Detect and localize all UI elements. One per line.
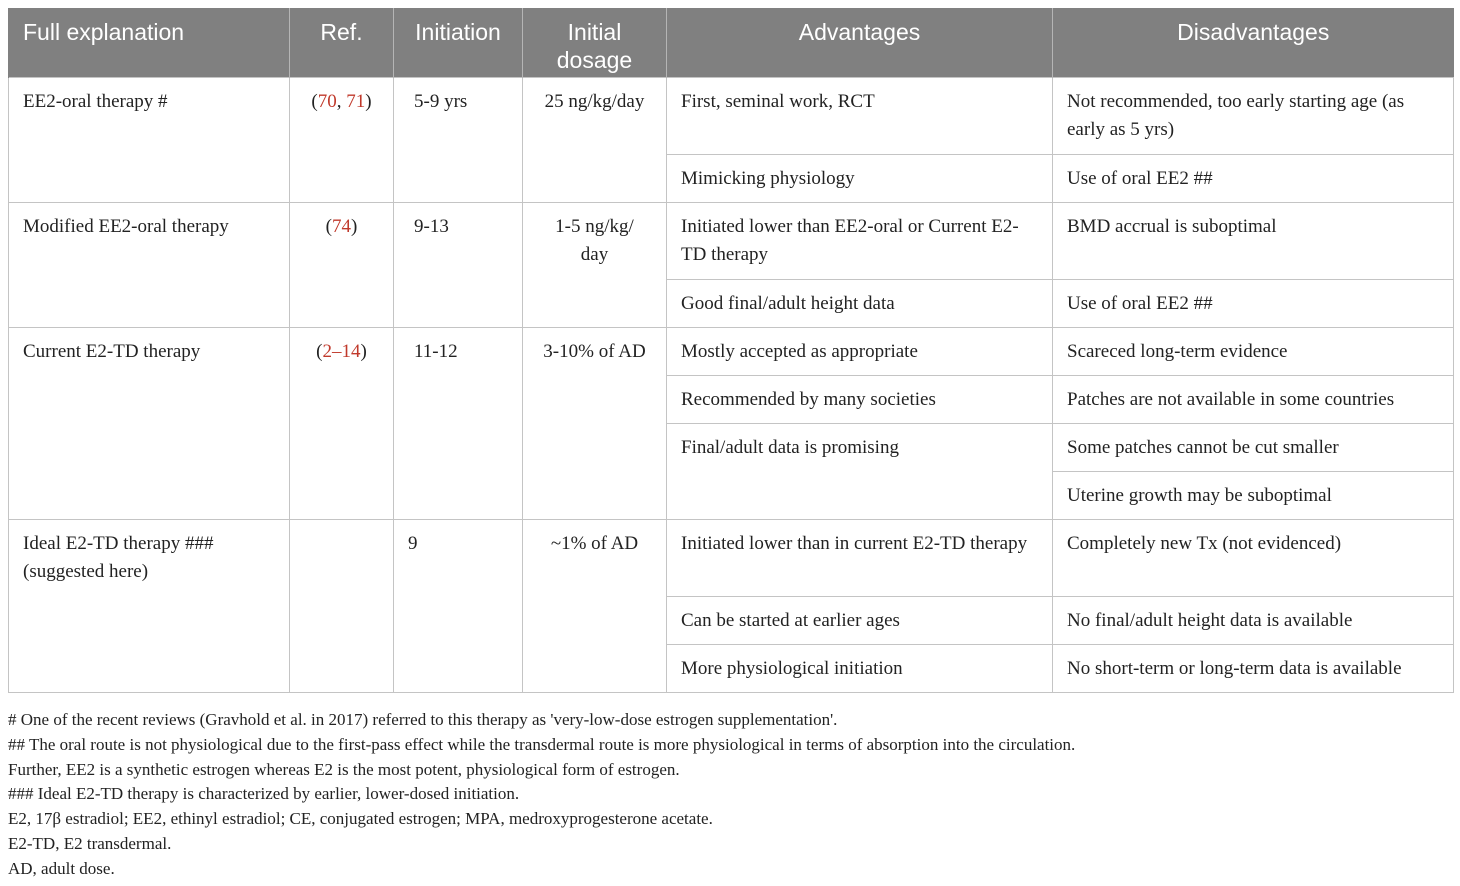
- table-row: [9, 328, 1454, 376]
- cell-advantage: More physiological initiation: [667, 645, 1053, 693]
- therapy-comparison-table: [8, 8, 1454, 693]
- cell-disadvantage: No short-term or long-term data is available: [1053, 645, 1454, 693]
- header-row: [9, 8, 1454, 78]
- cell-disadvantage: BMD accrual is suboptimal: [1053, 203, 1454, 280]
- header-disadvantages: Disadvantages: [1053, 8, 1454, 78]
- cell-advantage: Mostly accepted as appropriate: [667, 328, 1053, 376]
- cell-disadvantage: Use of oral EE2 ##: [1053, 280, 1454, 328]
- header-initial-dosage: Initial dosage: [523, 8, 667, 78]
- cell-advantage: Can be started at earlier ages: [667, 597, 1053, 645]
- footnote: ### Ideal E2-TD therapy is characterized by earlier, lower-dosed initiation.: [8, 784, 520, 804]
- table-row: [9, 78, 1454, 155]
- cell-dosage: ~1% of AD: [523, 520, 667, 693]
- cell-dosage: 3-10% of AD: [523, 328, 667, 520]
- ref-paren: ): [360, 341, 367, 362]
- header-initiation: Initiation: [394, 8, 523, 78]
- cell-name: Current E2-TD therapy: [9, 328, 290, 520]
- cell-dosage: 25 ng/kg/day: [523, 78, 667, 203]
- ref-link[interactable]: 74: [332, 216, 351, 237]
- cell-disadvantage: No final/adult height data is available: [1053, 597, 1454, 645]
- cell-advantage: Initiated lower than in current E2-TD therapy: [667, 520, 1053, 597]
- cell-ref: [290, 328, 394, 520]
- cell-advantage: Mimicking physiology: [667, 155, 1053, 203]
- ref-paren: ): [351, 216, 358, 237]
- header-advantages: Advantages: [667, 8, 1053, 78]
- footnote: Further, EE2 is a synthetic estrogen whereas E2 is the most potent, physiological form of estrogen.: [8, 759, 680, 779]
- cell-initiation: 5-9 yrs: [394, 78, 523, 203]
- cell-disadvantage: Some patches cannot be cut smaller: [1053, 424, 1454, 472]
- table-row: [9, 520, 1454, 597]
- ref-paren: ): [365, 91, 372, 112]
- cell-name: Modified EE2-oral therapy: [9, 203, 290, 328]
- cell-disadvantage: Scareced long-term evidence: [1053, 328, 1454, 376]
- cell-advantage: Recommended by many societies: [667, 376, 1053, 424]
- footnote: ## The oral route is not physiological due to the first-pass effect while the transdermal route is more physiological in terms of absorption into the circulation.: [8, 734, 1076, 754]
- ref-separator: ,: [336, 91, 347, 112]
- cell-disadvantage: Patches are not available in some countries: [1053, 376, 1454, 424]
- cell-dosage: 1-5 ng/kg/ day: [523, 203, 667, 328]
- cell-name: Ideal E2-TD therapy ### (suggested here): [9, 520, 290, 693]
- ref-paren: (: [311, 91, 318, 112]
- ref-paren: (: [325, 216, 332, 237]
- table-container: [8, 8, 1453, 693]
- cell-disadvantage: Completely new Tx (not evidenced): [1053, 520, 1454, 597]
- cell-disadvantage: Uterine growth may be suboptimal: [1053, 472, 1454, 520]
- cell-initiation: 9: [394, 520, 523, 693]
- table-footnotes: [8, 708, 1075, 882]
- cell-ref: [290, 520, 394, 693]
- cell-name: EE2-oral therapy #: [9, 78, 290, 203]
- table-row: [9, 203, 1454, 280]
- cell-disadvantage: Use of oral EE2 ##: [1053, 155, 1454, 203]
- footnote: # One of the recent reviews (Gravhold et al. in 2017) referred to this therapy as 'very-low-dose estrogen supplementation'.: [8, 710, 838, 729]
- cell-disadvantage: Not recommended, too early starting age (as early as 5 yrs): [1053, 78, 1454, 155]
- footnote: E2, 17β estradiol; EE2, ethinyl estradiol; CE, conjugated estrogen; MPA, medroxyprogesterone acetate.: [8, 809, 713, 829]
- cell-ref: [290, 203, 394, 328]
- cell-advantage: Initiated lower than EE2-oral or Current E2-TD therapy: [667, 203, 1053, 280]
- header-ref: Ref.: [290, 8, 394, 78]
- footnote: E2-TD, E2 transdermal.: [8, 833, 172, 853]
- footnote: AD, adult dose.: [8, 858, 115, 878]
- cell-advantage: Good final/adult height data: [667, 280, 1053, 328]
- cell-initiation: 9-13: [394, 203, 523, 328]
- ref-link[interactable]: 2–14: [322, 341, 361, 362]
- header-full-explanation: Full explanation: [9, 8, 290, 78]
- ref-paren: (: [316, 341, 323, 362]
- cell-advantage: First, seminal work, RCT: [667, 78, 1053, 155]
- ref-link[interactable]: 71: [346, 91, 366, 112]
- cell-ref: [290, 78, 394, 203]
- cell-initiation: 11-12: [394, 328, 523, 520]
- ref-link[interactable]: 70: [317, 91, 337, 112]
- cell-advantage: Final/adult data is promising: [667, 424, 1053, 520]
